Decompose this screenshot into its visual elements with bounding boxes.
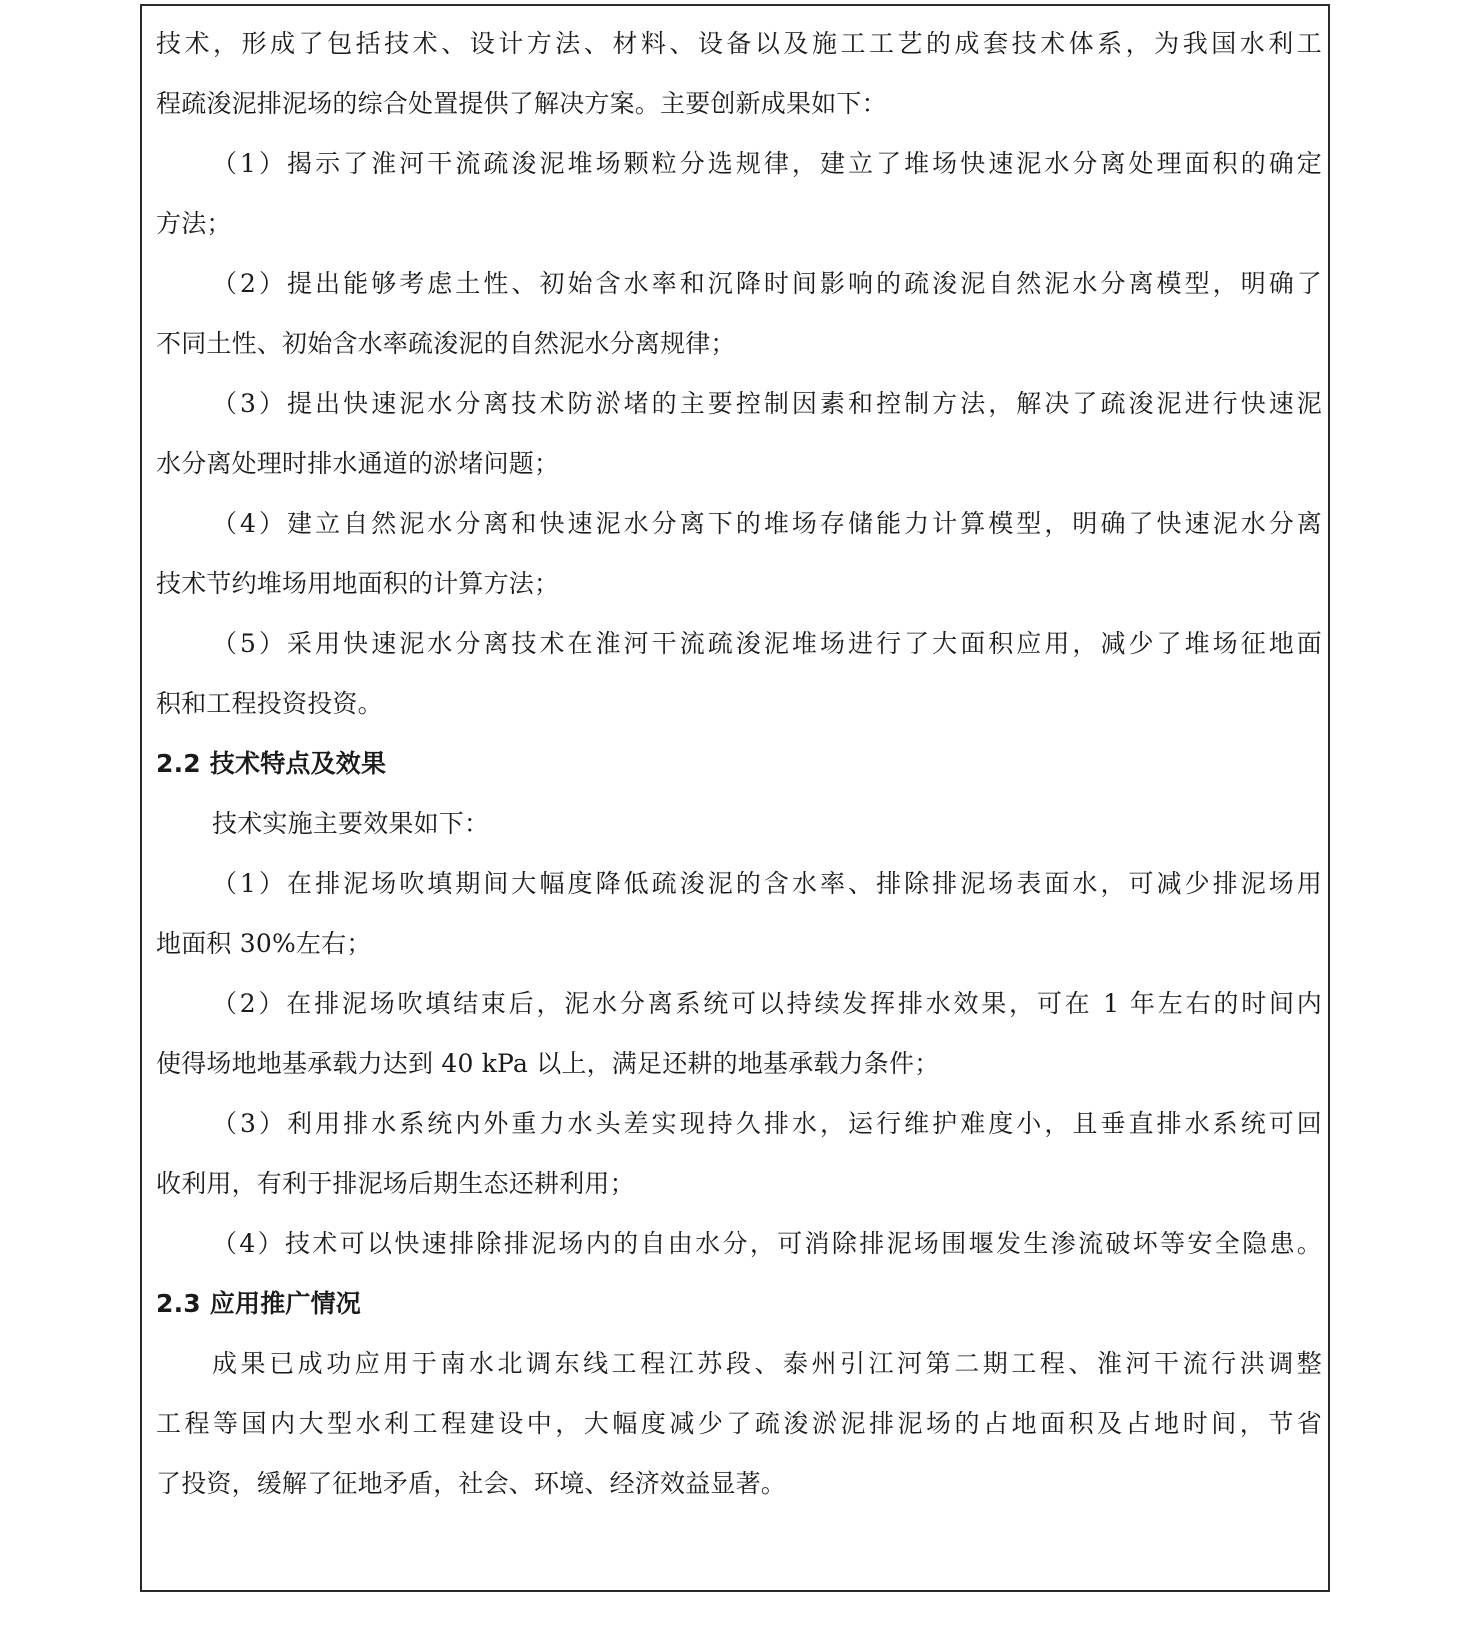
text-line: 使得场地地基承载力达到 40 kPa 以上，满足还耕的地基承载力条件；: [156, 1049, 940, 1078]
list-item-3: （3）提出快速泥水分离技术防淤堵的主要控制因素和控制方法，解决了疏浚泥进行快速泥: [212, 389, 1322, 418]
application-paragraph: 成果已成功应用于南水北调东线工程江苏段、泰州引江河第二期工程、淮河干流行洪调整: [212, 1349, 1322, 1378]
section-heading-2-3: 2.3 应用推广情况: [156, 1289, 361, 1318]
text-line: 技术，形成了包括技术、设计方法、材料、设备以及施工工艺的成套技术体系，为我国水利工: [156, 29, 1322, 58]
section-heading-2-2: 2.2 技术特点及效果: [156, 749, 387, 778]
effect-item-1: （1）在排泥场吹填期间大幅度降低疏浚泥的含水率、排除排泥场表面水，可减少排泥场用: [212, 869, 1322, 898]
text-line: 积和工程投资投资。: [156, 689, 383, 718]
list-item-2: （2）提出能够考虑土性、初始含水率和沉降时间影响的疏浚泥自然泥水分离模型，明确了: [212, 269, 1322, 298]
text-line: 技术节约堆场用地面积的计算方法；: [156, 569, 560, 598]
text-line: 方法；: [156, 209, 232, 238]
list-item-1: （1）揭示了淮河干流疏浚泥堆场颗粒分选规律，建立了堆场快速泥水分离处理面积的确定: [212, 149, 1322, 178]
effect-item-2: （2）在排泥场吹填结束后，泥水分离系统可以持续发挥排水效果，可在 1 年左右的时间内: [212, 989, 1322, 1018]
text-line: 水分离处理时排水通道的淤堵问题；: [156, 449, 560, 478]
section-intro: 技术实施主要效果如下：: [212, 809, 490, 838]
list-item-5: （5）采用快速泥水分离技术在淮河干流疏浚泥堆场进行了大面积应用，减少了堆场征地面: [212, 629, 1322, 658]
list-item-4: （4）建立自然泥水分离和快速泥水分离下的堆场存储能力计算模型，明确了快速泥水分离: [212, 509, 1322, 538]
text-line: 地面积 30%左右；: [156, 929, 372, 958]
effect-item-4: （4）技术可以快速排除排泥场内的自由水分，可消除排泥场围堰发生渗流破坏等安全隐患。: [212, 1229, 1322, 1258]
text-line: 工程等国内大型水利工程建设中，大幅度减少了疏浚淤泥排泥场的占地面积及占地时间，节省: [156, 1409, 1322, 1438]
effect-item-3: （3）利用排水系统内外重力水头差实现持久排水，运行维护难度小，且垂直排水系统可回: [212, 1109, 1322, 1138]
text-line: 了投资，缓解了征地矛盾，社会、环境、经济效益显著。: [156, 1469, 787, 1498]
text-line: 程疏浚泥排泥场的综合处置提供了解决方案。主要创新成果如下：: [156, 89, 887, 118]
text-line: 不同土性、初始含水率疏浚泥的自然泥水分离规律；: [156, 329, 736, 358]
text-line: 收利用，有利于排泥场后期生态还耕利用；: [156, 1169, 635, 1198]
